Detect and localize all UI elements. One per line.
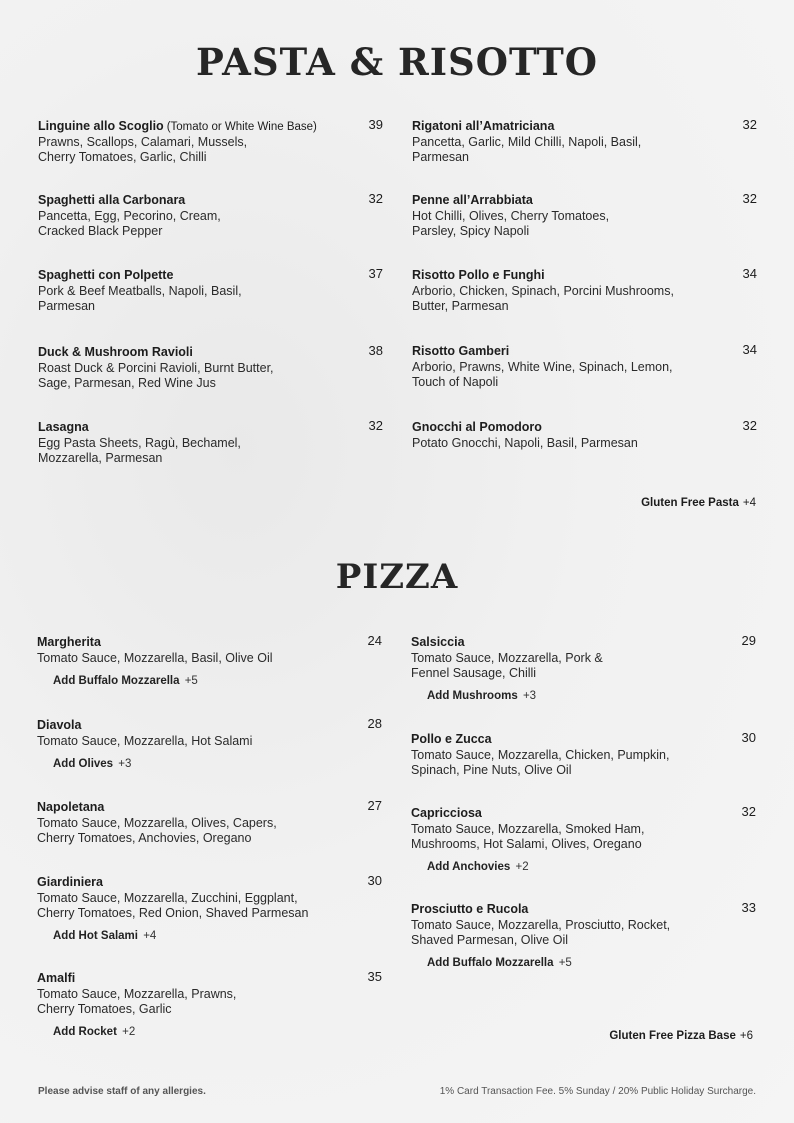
addon-label: Add Olives — [53, 758, 114, 770]
addon-price: +5 — [184, 675, 198, 687]
addon-price: +3 — [522, 690, 537, 702]
surcharge-notice: 1% Card Transaction Fee. 5% Sunday / 20% Public Holiday Surcharge. — [439, 1086, 756, 1097]
gluten-free-pizza-extra — [609, 1030, 753, 1042]
item-name: Pollo e Zucca — [411, 732, 492, 746]
pizza-title: PIZZA — [335, 557, 459, 597]
menu-item-amalfi — [37, 969, 382, 1038]
item-name: Linguine allo Scoglio — [38, 119, 164, 133]
item-price: 30 — [367, 873, 382, 888]
item-addon — [53, 930, 382, 942]
addon-price: +2 — [122, 1026, 136, 1038]
item-description: Tomato Sauce, Mozzarella, Pork & Fennel Sausage, Chilli — [411, 651, 603, 680]
item-name: Salsiccia — [411, 635, 465, 649]
item-description: Hot Chilli, Olives, Cherry Tomatoes, Parsley, Spicy Napoli — [412, 209, 610, 238]
item-price: 29 — [741, 633, 756, 648]
item-description: Arborio, Prawns, White Wine, Spinach, Lemon, Touch of Napoli — [412, 360, 673, 389]
item-name: Rigatoni all’Amatriciana — [412, 119, 555, 133]
menu-item-pollo-zucca — [411, 730, 756, 778]
menu-item-risotto-gamberi — [412, 342, 757, 390]
item-description: Egg Pasta Sheets, Ragù, Bechamel, Mozzarella, Parmesan — [38, 436, 241, 465]
item-name: Margherita — [37, 635, 101, 649]
item-description: Roast Duck & Porcini Ravioli, Burnt Butter, Sage, Parmesan, Red Wine Jus — [38, 361, 274, 390]
addon-label: Add Mushrooms — [427, 690, 518, 702]
addon-label: Add Anchovies — [427, 861, 511, 873]
item-price: 32 — [742, 418, 757, 433]
addon-label: Add Buffalo Mozzarella — [53, 675, 180, 687]
item-name: Risotto Pollo e Funghi — [412, 268, 545, 282]
item-price: 37 — [368, 266, 383, 281]
item-price: 34 — [742, 342, 757, 357]
pasta-risotto-title: PASTA & RISOTTO — [196, 40, 598, 84]
menu-item-lasagna — [38, 418, 383, 466]
item-description: Tomato Sauce, Mozzarella, Basil, Olive Oil — [37, 651, 273, 665]
addon-price: +5 — [558, 957, 572, 969]
item-price: 33 — [741, 900, 756, 915]
menu-item-gnocchi — [412, 418, 757, 451]
menu-item-capricciosa — [411, 804, 756, 873]
item-name: Napoletana — [37, 800, 105, 814]
menu-item-napoletana — [37, 798, 382, 846]
extra-label: Gluten Free Pizza Base — [609, 1030, 736, 1042]
item-description: Tomato Sauce, Mozzarella, Zucchini, Eggplant, Cherry Tomatoes, Red Onion, Shaved Parmesan — [37, 891, 309, 920]
menu-item-giardiniera — [37, 873, 382, 942]
menu-item-salsiccia — [411, 633, 756, 702]
item-addon — [427, 957, 756, 969]
item-price: 32 — [742, 191, 757, 206]
menu-item-polpette — [38, 266, 383, 314]
item-addon — [427, 690, 756, 702]
item-description: Tomato Sauce, Mozzarella, Prawns, Cherry Tomatoes, Garlic — [37, 987, 237, 1016]
item-price: 39 — [368, 117, 383, 132]
menu-item-ravioli — [38, 343, 383, 391]
item-name: Lasagna — [38, 420, 89, 434]
menu-item-prosciutto-rucola — [411, 900, 756, 969]
item-note: (Tomato or White Wine Base) — [166, 121, 317, 133]
menu-item-diavola — [37, 716, 382, 770]
item-description: Tomato Sauce, Mozzarella, Olives, Capers, Cherry Tomatoes, Anchovies, Oregano — [37, 816, 277, 845]
item-addon — [53, 1026, 382, 1038]
item-description: Potato Gnocchi, Napoli, Basil, Parmesan — [412, 436, 638, 450]
item-name: Prosciutto e Rucola — [411, 902, 529, 916]
item-description: Pancetta, Garlic, Mild Chilli, Napoli, Basil, Parmesan — [412, 135, 642, 164]
item-price: 34 — [742, 266, 757, 281]
allergy-notice: Please advise staff of any allergies. — [38, 1086, 206, 1097]
item-price: 30 — [741, 730, 756, 745]
item-name: Giardiniera — [37, 875, 103, 889]
item-description: Tomato Sauce, Mozzarella, Smoked Ham, Mushrooms, Hot Salami, Olives, Oregano — [411, 822, 645, 851]
menu-item-arrabbiata — [412, 191, 757, 239]
menu-item-margherita — [37, 633, 382, 687]
item-name: Gnocchi al Pomodoro — [412, 420, 542, 434]
item-name: Capricciosa — [411, 806, 482, 820]
extra-price: +4 — [742, 497, 756, 509]
item-price: 35 — [367, 969, 382, 984]
item-description: Pork & Beef Meatballs, Napoli, Basil, Parmesan — [38, 284, 242, 313]
item-name: Penne all’Arrabbiata — [412, 193, 533, 207]
item-price: 38 — [368, 343, 383, 358]
item-addon — [53, 675, 382, 687]
item-description: Arborio, Chicken, Spinach, Porcini Mushrooms, Butter, Parmesan — [412, 284, 674, 313]
gluten-free-pasta-extra — [641, 497, 756, 509]
addon-price: +4 — [143, 930, 157, 942]
item-description: Prawns, Scallops, Calamari, Mussels, Cherry Tomatoes, Garlic, Chilli — [38, 135, 248, 164]
extra-price: +6 — [739, 1030, 753, 1042]
addon-price: +3 — [118, 758, 132, 770]
item-name: Diavola — [37, 718, 82, 732]
menu-item-amatriciana — [412, 117, 757, 165]
item-description: Tomato Sauce, Mozzarella, Hot Salami — [37, 734, 253, 748]
item-name: Amalfi — [37, 971, 76, 985]
item-description: Tomato Sauce, Mozzarella, Chicken, Pumpkin, Spinach, Pine Nuts, Olive Oil — [411, 748, 670, 777]
menu-item-risotto-pollo — [412, 266, 757, 314]
addon-label: Add Buffalo Mozzarella — [427, 957, 554, 969]
addon-label: Add Rocket — [53, 1026, 117, 1038]
item-price: 32 — [742, 117, 757, 132]
item-price: 27 — [367, 798, 382, 813]
extra-label: Gluten Free Pasta — [641, 497, 739, 509]
item-price: 24 — [367, 633, 382, 648]
item-description: Tomato Sauce, Mozzarella, Prosciutto, Rocket, Shaved Parmesan, Olive Oil — [411, 918, 671, 947]
item-price: 32 — [368, 418, 383, 433]
item-description: Pancetta, Egg, Pecorino, Cream, Cracked Black Pepper — [38, 209, 221, 238]
menu-item-linguine — [38, 117, 383, 165]
addon-price: +2 — [515, 861, 529, 873]
addon-label: Add Hot Salami — [53, 930, 138, 942]
item-name: Spaghetti alla Carbonara — [38, 193, 186, 207]
item-price: 28 — [367, 716, 382, 731]
item-name: Risotto Gamberi — [412, 344, 510, 358]
item-price: 32 — [741, 804, 756, 819]
item-addon — [427, 861, 756, 873]
menu-item-carbonara — [38, 191, 383, 239]
item-name: Spaghetti con Polpette — [38, 268, 174, 282]
item-price: 32 — [368, 191, 383, 206]
item-name: Duck & Mushroom Ravioli — [38, 345, 193, 359]
item-addon — [53, 758, 382, 770]
